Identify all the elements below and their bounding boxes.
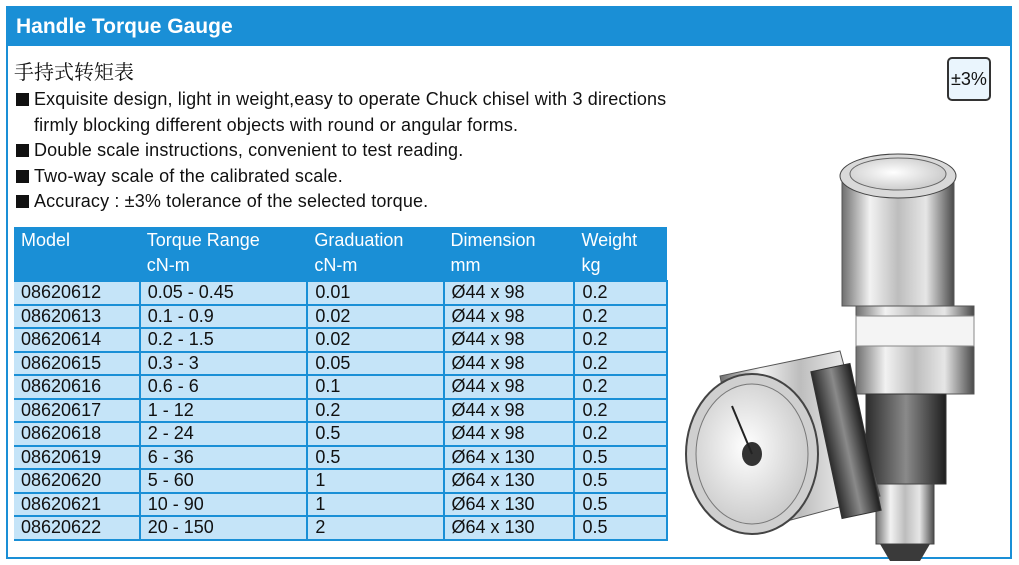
cell-model: 08620616 bbox=[14, 375, 140, 399]
feature-text: Double scale instructions, convenient to test reading. bbox=[34, 140, 464, 160]
bullet-square-icon bbox=[16, 93, 29, 106]
cell-model: 08620615 bbox=[14, 352, 140, 376]
cell-graduation: 0.02 bbox=[307, 328, 443, 352]
feature-item bbox=[14, 164, 714, 190]
cell-graduation: 0.1 bbox=[307, 375, 443, 399]
cell-dimension: Ø44 x 98 bbox=[444, 422, 575, 446]
page-title: Handle Torque Gauge bbox=[16, 15, 233, 38]
table-header-row bbox=[14, 227, 667, 281]
cell-dimension: Ø64 x 130 bbox=[444, 446, 575, 470]
feature-text: Accuracy : ±3% tolerance of the selected torque. bbox=[34, 191, 429, 211]
feature-item bbox=[14, 189, 714, 215]
feature-item bbox=[14, 87, 714, 138]
cell-dimension: Ø64 x 130 bbox=[444, 516, 575, 540]
header-torque-range: Torque Range cN-m bbox=[140, 227, 308, 281]
accuracy-badge: ±3% bbox=[947, 57, 991, 101]
cell-graduation: 0.2 bbox=[307, 399, 443, 423]
cell-dimension: Ø64 x 130 bbox=[444, 469, 575, 493]
cell-weight: 0.2 bbox=[574, 352, 667, 376]
table-body bbox=[14, 281, 667, 540]
torque-gauge-photo bbox=[680, 136, 1006, 561]
cell-dimension: Ø44 x 98 bbox=[444, 328, 575, 352]
cell-dimension: Ø64 x 130 bbox=[444, 493, 575, 517]
table-row bbox=[14, 422, 667, 446]
product-card bbox=[6, 6, 1012, 559]
spec-table bbox=[14, 227, 668, 541]
cell-weight: 0.5 bbox=[574, 469, 667, 493]
cell-graduation: 0.05 bbox=[307, 352, 443, 376]
cell-dimension: Ø44 x 98 bbox=[444, 352, 575, 376]
table-row bbox=[14, 281, 667, 305]
cell-torque-range: 0.1 - 0.9 bbox=[140, 305, 308, 329]
cell-graduation: 1 bbox=[307, 493, 443, 517]
cell-torque-range: 0.6 - 6 bbox=[140, 375, 308, 399]
chinese-subtitle: 手持式转矩表 bbox=[14, 60, 134, 84]
bullet-square-icon bbox=[16, 170, 29, 183]
header-dimension: Dimension mm bbox=[444, 227, 575, 281]
cell-model: 08620622 bbox=[14, 516, 140, 540]
cell-dimension: Ø44 x 98 bbox=[444, 305, 575, 329]
cell-graduation: 2 bbox=[307, 516, 443, 540]
cell-model: 08620617 bbox=[14, 399, 140, 423]
table-row bbox=[14, 446, 667, 470]
header-model: Model bbox=[14, 227, 140, 281]
cell-weight: 0.2 bbox=[574, 328, 667, 352]
cell-weight: 0.2 bbox=[574, 422, 667, 446]
cell-torque-range: 2 - 24 bbox=[140, 422, 308, 446]
cell-graduation: 0.5 bbox=[307, 422, 443, 446]
cell-weight: 0.5 bbox=[574, 493, 667, 517]
cell-model: 08620613 bbox=[14, 305, 140, 329]
cell-graduation: 0.5 bbox=[307, 446, 443, 470]
cell-torque-range: 20 - 150 bbox=[140, 516, 308, 540]
cell-model: 08620614 bbox=[14, 328, 140, 352]
cell-model: 08620618 bbox=[14, 422, 140, 446]
cell-model: 08620620 bbox=[14, 469, 140, 493]
title-bar bbox=[8, 8, 1010, 46]
cell-model: 08620621 bbox=[14, 493, 140, 517]
table-row bbox=[14, 328, 667, 352]
feature-list bbox=[14, 87, 714, 215]
table-row bbox=[14, 399, 667, 423]
bullet-square-icon bbox=[16, 195, 29, 208]
feature-text: Exquisite design, light in weight,easy to operate Chuck chisel with 3 directions firmly blocking different objects with round or angular forms. bbox=[34, 89, 667, 135]
cell-torque-range: 5 - 60 bbox=[140, 469, 308, 493]
cell-weight: 0.2 bbox=[574, 375, 667, 399]
bullet-square-icon bbox=[16, 144, 29, 157]
table-row bbox=[14, 516, 667, 540]
cell-torque-range: 0.3 - 3 bbox=[140, 352, 308, 376]
cell-weight: 0.2 bbox=[574, 281, 667, 305]
table-row bbox=[14, 375, 667, 399]
cell-torque-range: 0.05 - 0.45 bbox=[140, 281, 308, 305]
table-row bbox=[14, 469, 667, 493]
cell-dimension: Ø44 x 98 bbox=[444, 399, 575, 423]
cell-graduation: 1 bbox=[307, 469, 443, 493]
cell-model: 08620612 bbox=[14, 281, 140, 305]
cell-torque-range: 10 - 90 bbox=[140, 493, 308, 517]
table-row bbox=[14, 493, 667, 517]
cell-weight: 0.2 bbox=[574, 305, 667, 329]
cell-graduation: 0.02 bbox=[307, 305, 443, 329]
feature-item bbox=[14, 138, 714, 164]
cell-torque-range: 1 - 12 bbox=[140, 399, 308, 423]
feature-text: Two-way scale of the calibrated scale. bbox=[34, 165, 343, 186]
header-graduation: Graduation cN-m bbox=[307, 227, 443, 281]
cell-graduation: 0.01 bbox=[307, 281, 443, 305]
header-weight: Weight kg bbox=[574, 227, 667, 281]
cell-torque-range: 6 - 36 bbox=[140, 446, 308, 470]
cell-weight: 0.2 bbox=[574, 399, 667, 423]
cell-dimension: Ø44 x 98 bbox=[444, 281, 575, 305]
cell-weight: 0.5 bbox=[574, 516, 667, 540]
cell-dimension: Ø44 x 98 bbox=[444, 375, 575, 399]
cell-weight: 0.5 bbox=[574, 446, 667, 470]
cell-model: 08620619 bbox=[14, 446, 140, 470]
table-row bbox=[14, 352, 667, 376]
cell-torque-range: 0.2 - 1.5 bbox=[140, 328, 308, 352]
table-row bbox=[14, 305, 667, 329]
